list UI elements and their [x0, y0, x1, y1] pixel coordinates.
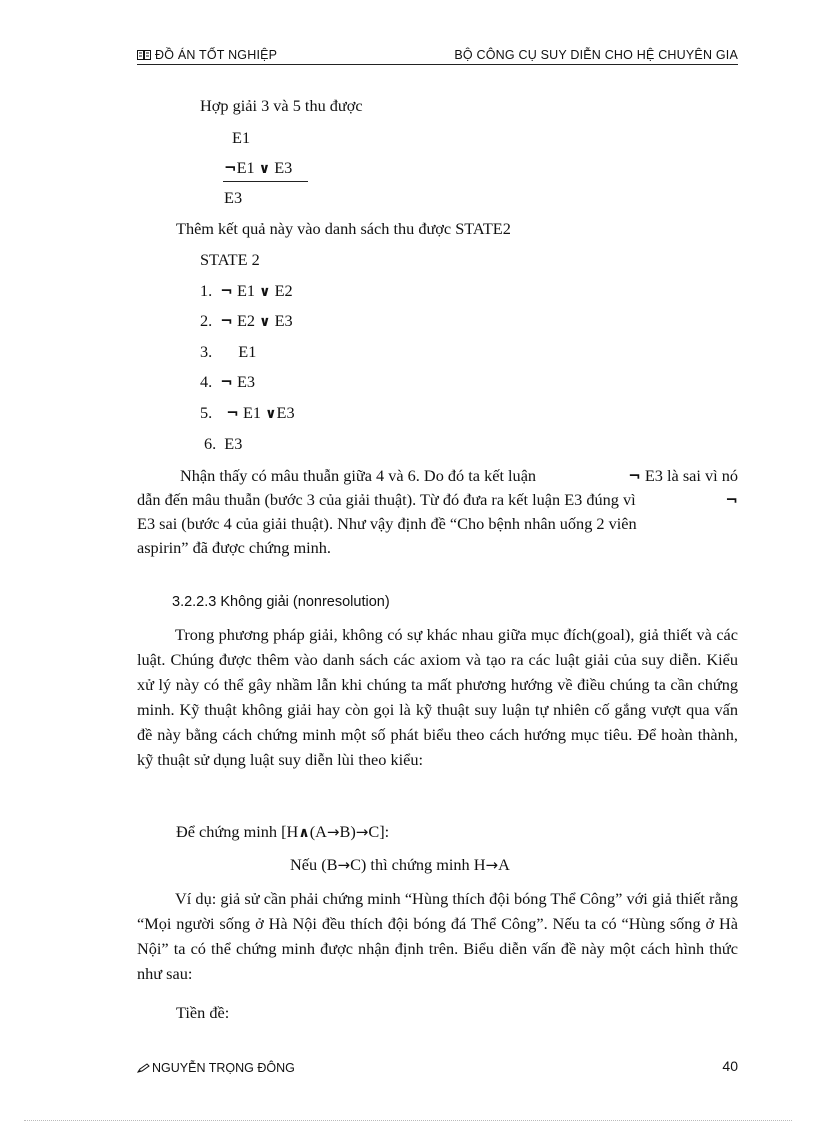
- arrow-symbol: →: [355, 823, 369, 841]
- add-result-text: Thêm kết quả này vào danh sách thu được STATE2: [176, 219, 511, 238]
- premise-label: Tiền đề:: [176, 1003, 230, 1022]
- state-item: [200, 403, 295, 424]
- section-heading: 3.2.2.3 Không giải (nonresolution): [172, 594, 390, 610]
- item-term: E1: [238, 342, 257, 361]
- conclusion-text: E3 là sai vì nó: [644, 466, 738, 485]
- item-term: E1: [236, 281, 256, 300]
- negation-symbol: ¬: [725, 491, 738, 509]
- item-number: 4.: [200, 372, 213, 391]
- conclusion-line-1: [180, 466, 738, 486]
- clause-line-1: E1: [232, 128, 251, 147]
- formula-text: (A: [309, 822, 327, 841]
- header-left: [137, 48, 277, 62]
- item-term: E3: [274, 311, 293, 330]
- page-header: [137, 47, 738, 65]
- clause-term: E3: [274, 158, 293, 177]
- clause-term: E1: [236, 158, 255, 177]
- if-line: [290, 855, 510, 875]
- book-icon: [137, 50, 151, 60]
- header-right-text: BỘ CÔNG CỤ SUY DIỄN CHO HỆ CHUYÊN GIA: [454, 48, 738, 62]
- item-number: 2.: [200, 311, 213, 330]
- item-number: 3.: [200, 342, 213, 361]
- paragraph-text: Trong phương pháp giải, không có sự khác nhau giữa mục đích(goal), giả thiết và các luật. Chúng được thêm vào danh sách các axiom và tạo ra các luật giải của suy diễn. Kiểu xử lý này có thể gây nhầm lẫn khi chúng ta mất phương hướng về điều chúng ta cần chứng minh. Kỹ thuật không giải hay còn gọi là kỹ thuật suy luận tự nhiên cố gắng vượt qua vấn đề này bằng cách chứng minh một số phát biểu theo cách hướng mục tiêu. Để hoàn thành, kỹ thuật sử dụng luật suy diễn lùi theo kiểu:: [137, 625, 738, 769]
- or-symbol: ∨: [259, 284, 271, 300]
- arrow-symbol: →: [337, 856, 351, 874]
- or-symbol: ∨: [259, 314, 271, 330]
- section-paragraph-1: [137, 622, 738, 772]
- item-term: E1: [242, 403, 262, 422]
- or-symbol: ∨: [265, 406, 277, 422]
- negation-symbol: ¬: [220, 312, 233, 330]
- state-item: [200, 372, 255, 392]
- conclusion-line-2: [137, 490, 738, 510]
- author-name: NGUYỄN TRỌNG ĐÔNG: [152, 1061, 295, 1075]
- negation-symbol: ¬: [224, 159, 237, 177]
- formula-text: C]:: [368, 822, 390, 841]
- item-term: E3: [224, 434, 243, 453]
- section-paragraph-2: [137, 886, 738, 986]
- pen-icon: [137, 1063, 150, 1073]
- item-number: 5.: [200, 403, 213, 422]
- formula-text: B): [339, 822, 356, 841]
- and-symbol: ∧: [298, 825, 310, 841]
- negation-symbol: ¬: [220, 282, 233, 300]
- paragraph-text: Ví dụ: giả sử cần phải chứng minh “Hùng thích đội bóng Thể Công” với giả thiết rằng “Mọi người sống ở Hà Nội đều thích đội bóng đá Thể Công”. Nếu ta có “Hùng sống ở Hà Nội” ta có thể chứng minh được nhận định trên. Biểu diễn vấn đề này một cách hình thức như sau:: [137, 889, 738, 983]
- conclusion-text: dẫn đến mâu thuẫn (bước 3 của giải thuật). Từ đó đưa ra kết luận E3 đúng vì: [137, 490, 636, 509]
- negation-symbol: ¬: [220, 373, 233, 391]
- conclusion-text: Nhận thấy có mâu thuẫn giữa 4 và 6. Do đó ta kết luận: [180, 466, 537, 485]
- state-item: [204, 434, 242, 454]
- negation-symbol: ¬: [226, 404, 239, 422]
- state-item: [200, 311, 293, 332]
- header-left-text: ĐỒ ÁN TỐT NGHIỆP: [155, 48, 278, 62]
- clause-line-2: [224, 158, 292, 179]
- state-item: [200, 342, 256, 362]
- state-title: STATE 2: [200, 250, 260, 269]
- formula-text: A: [498, 855, 510, 874]
- item-number: 6.: [204, 434, 217, 453]
- conclusion-line-3: E3 sai (bước 4 của giải thuật). Như vậy định đề “Cho bệnh nhân uống 2 viên: [137, 514, 637, 533]
- footer-author: [137, 1061, 295, 1075]
- page-number: 40: [722, 1058, 738, 1074]
- item-term: E3: [276, 403, 295, 422]
- item-term: E2: [274, 281, 293, 300]
- page-footer: [137, 1058, 738, 1078]
- arrow-symbol: →: [326, 823, 340, 841]
- item-term: E2: [236, 311, 256, 330]
- resolution-result: E3: [224, 188, 243, 207]
- item-number: 1.: [200, 281, 213, 300]
- state-item: [200, 281, 293, 302]
- intro-line: Hợp giải 3 và 5 thu được: [200, 96, 363, 115]
- conclusion-line-4: aspirin” đã được chứng minh.: [137, 538, 331, 557]
- negation-symbol: ¬: [628, 467, 641, 485]
- arrow-symbol: →: [485, 856, 499, 874]
- prove-line: [176, 822, 389, 843]
- or-symbol: ∨: [258, 161, 271, 177]
- item-term: E3: [236, 372, 256, 391]
- bottom-dotted-border: [24, 1120, 792, 1121]
- formula-text: Nếu (B: [290, 855, 338, 874]
- formula-text: C) thì chứng minh H: [350, 855, 486, 874]
- resolution-rule-line: [223, 181, 308, 182]
- formula-text: Để chứng minh [H: [176, 822, 299, 841]
